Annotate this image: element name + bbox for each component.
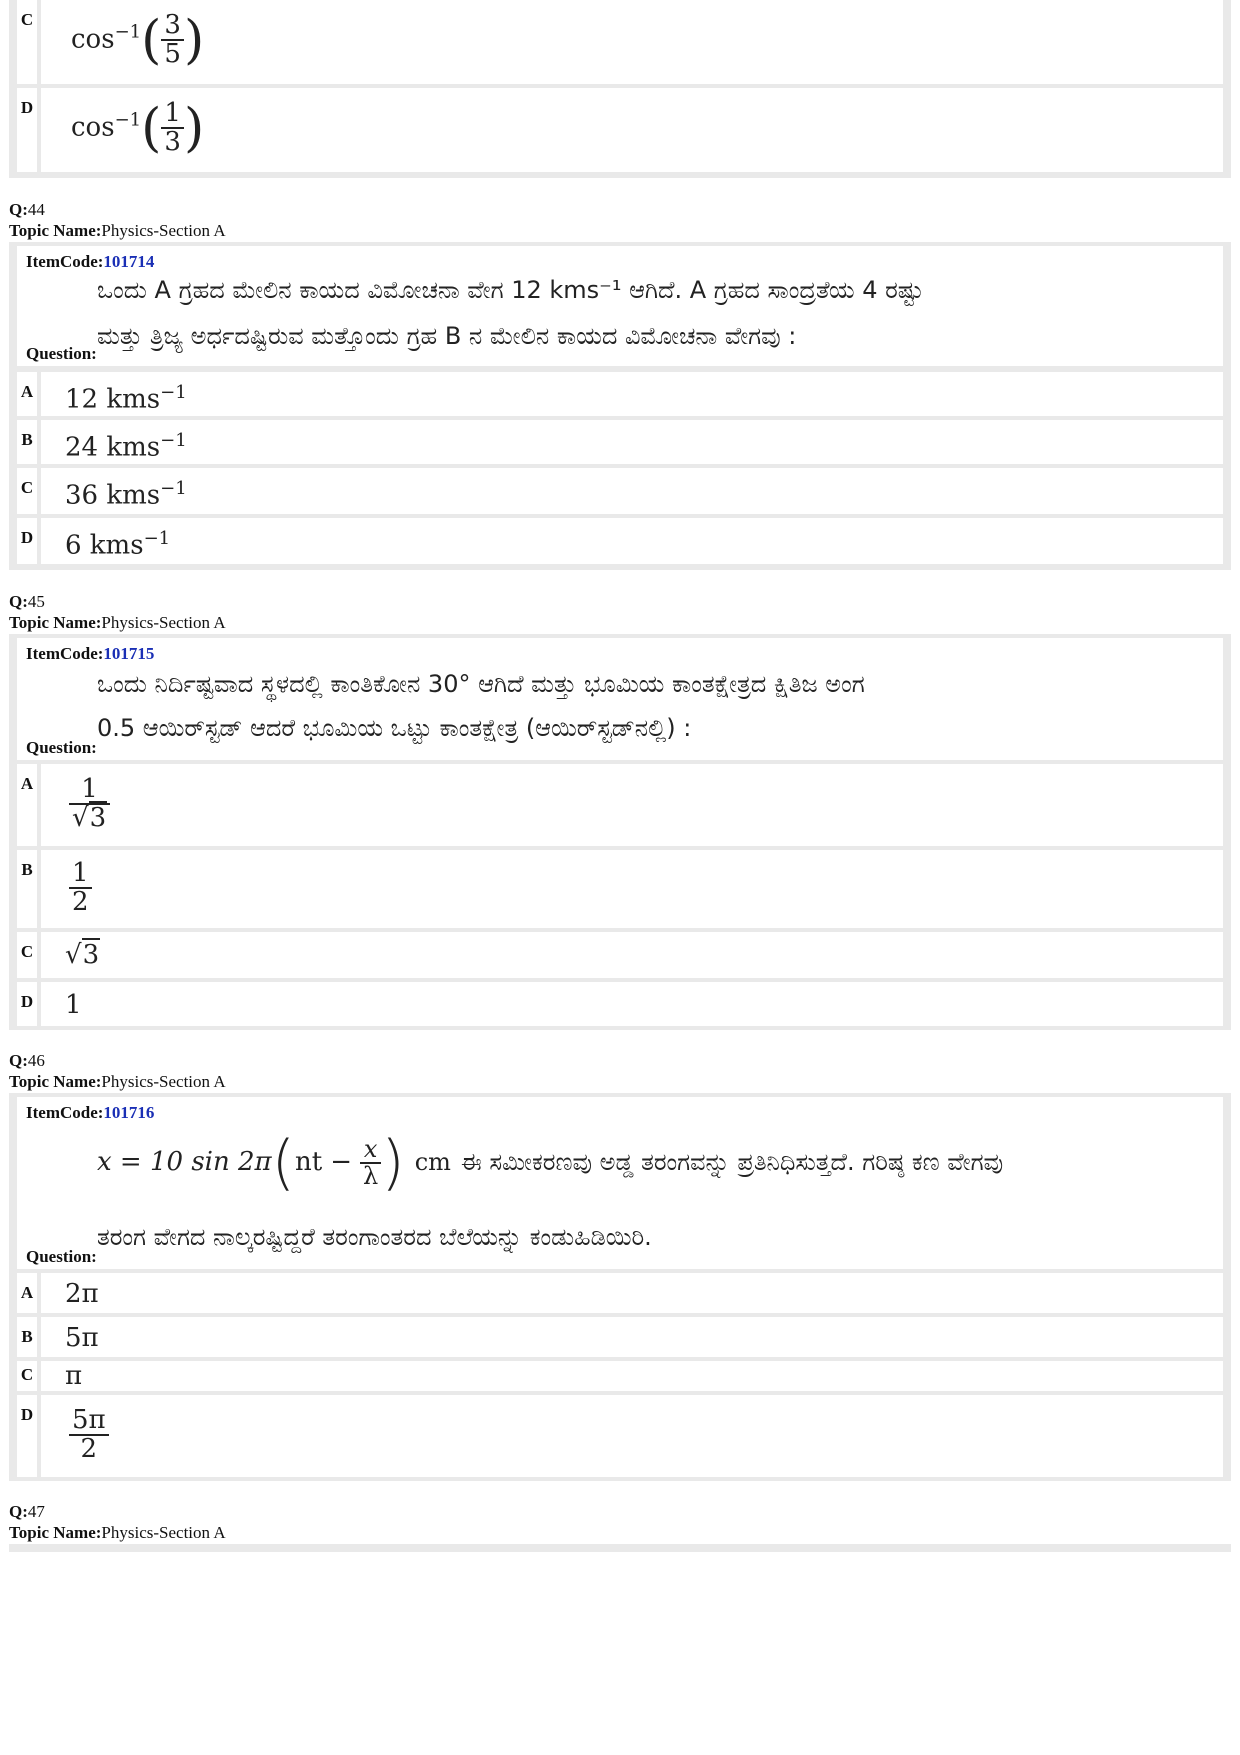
option-row[interactable] — [17, 518, 1223, 564]
option-row[interactable] — [17, 1273, 1223, 1313]
question-body — [17, 638, 1223, 760]
question-body — [17, 1097, 1223, 1269]
question-text-line: 0.5 ಆಯಿರ್‌ಸ್ಟಡ್ ಆದರೆ ಭೂಮಿಯ ಒಟ್ಟು ಕಾಂತಕ್ಷೇತ್ರ (ಆಯಿರ್‌ಸ್ಟಡ್‌ನಲ್ಲಿ) : — [97, 714, 692, 742]
topic-name: Topic Name:Physics-Section A — [9, 613, 226, 632]
option-value: 2π — [65, 1279, 99, 1309]
option-value: 1 — [65, 990, 82, 1020]
option-math: $\cos^{-1}$( $\frac{1}{3}$ ) — [71, 98, 205, 159]
option-letter: B — [17, 850, 41, 928]
option-value: 24 kms$^{-1}$ — [65, 430, 187, 463]
question-panel-47 — [9, 1544, 1231, 1552]
option-row[interactable] — [17, 1395, 1223, 1477]
item-code: ItemCode:101716 — [26, 1103, 155, 1122]
option-letter: A — [17, 764, 41, 846]
option-math: $\cos^{-1}$( $\frac{3}{5}$ ) — [71, 10, 205, 71]
question-text-line: ಒಂದು A ಗ್ರಹದ ಮೇಲಿನ ಕಾಯದ ವಿಮೋಚನಾ ವೇಗ 12 kms⁻¹ ಆಗಿದೆ. A ಗ್ರಹದ ಸಾಂದ್ರತೆಯ 4 ರಷ್ಟು — [97, 276, 924, 304]
option-row[interactable] — [17, 420, 1223, 464]
question-body — [17, 246, 1223, 366]
option-letter: D — [17, 982, 41, 1026]
option-row[interactable] — [17, 850, 1223, 928]
option-letter: C — [17, 0, 41, 84]
option-value: 12 kms$^{-1}$ — [65, 382, 187, 415]
option-letter: D — [17, 518, 41, 564]
question-panel-46 — [9, 1093, 1231, 1481]
topic-name: Topic Name:Physics-Section A — [9, 1072, 226, 1091]
option-letter: B — [17, 420, 41, 464]
question-panel-44 — [9, 242, 1231, 570]
question-number: Q:45 — [9, 592, 45, 611]
option-row[interactable] — [17, 372, 1223, 416]
question-number: Q:46 — [9, 1051, 45, 1070]
option-math: $\frac{1}{√3}$ — [57, 764, 1223, 846]
option-letter: A — [17, 372, 41, 416]
option-row[interactable] — [17, 468, 1223, 514]
option-letter: B — [17, 1317, 41, 1357]
question-label: Question: — [26, 344, 97, 363]
question-number: Q:47 — [9, 1502, 45, 1521]
question-text-line: ತರಂಗ ವೇಗದ ನಾಲ್ಕರಷ್ಟಿದ್ದರೆ ತರಂಗಾಂತರದ ಬೆಲೆಯನ್ನು ಕಂಡುಹಿಡಿಯಿರಿ. — [97, 1223, 652, 1251]
option-letter: A — [17, 1273, 41, 1313]
option-letter: C — [17, 932, 41, 978]
prev-question-options-panel — [9, 0, 1231, 178]
topic-name: Topic Name:Physics-Section A — [9, 221, 226, 240]
option-value: 5π — [65, 1323, 99, 1353]
question-number: Q:44 — [9, 200, 45, 219]
option-value: 6 kms$^{-1}$ — [65, 528, 171, 561]
option-math: √3 — [65, 940, 100, 970]
option-row[interactable] — [17, 764, 1223, 846]
question-text-line: ಮತ್ತು ತ್ರಿಜ್ಯ ಅರ್ಧದಷ್ಟಿರುವ ಮತ್ತೊಂದು ಗ್ರಹ B ನ ಮೇಲಿನ ಕಾಯದ ವಿಮೋಚನಾ ವೇಗವು : — [97, 322, 797, 350]
option-letter: D — [17, 1395, 41, 1477]
option-math: $\frac{1}{2}$ — [57, 850, 1223, 928]
question-text-line: ಒಂದು ನಿರ್ದಿಷ್ಟವಾದ ಸ್ಥಳದಲ್ಲಿ ಕಾಂತಿಕೋನ 30° ಆಗಿದೆ ಮತ್ತು ಭೂಮಿಯ ಕಾಂತಕ್ಷೇತ್ರದ ಕ್ಷಿತಿಜ ಅಂಗ — [97, 670, 865, 698]
option-row[interactable] — [17, 1361, 1223, 1391]
question-equation-line: x = 10 sin 2π(nt − $\frac{x}{\lambda}$ ) cm ಈ ಸಮೀಕರಣವು ಅಡ್ಡ ತರಂಗವನ್ನು ಪ್ರತಿನಿಧಿಸುತ್ತದೆ. ಗರಿಷ್ಠ ಕಣ ವೇಗವು — [97, 1128, 1004, 1198]
option-row[interactable] — [17, 88, 1223, 172]
item-code: ItemCode:101714 — [26, 252, 155, 271]
option-math: $\frac{5\pi}{2}$ — [57, 1395, 1223, 1477]
option-letter: C — [17, 1361, 41, 1391]
option-letter: C — [17, 468, 41, 514]
question-label: Question: — [26, 738, 97, 757]
option-row[interactable] — [17, 1317, 1223, 1357]
question-panel-45 — [9, 634, 1231, 1030]
option-row[interactable] — [17, 0, 1223, 84]
option-row[interactable] — [17, 932, 1223, 978]
equation-lhs: x = 10 sin 2π — [97, 1147, 272, 1177]
option-value: 36 kms$^{-1}$ — [65, 478, 187, 511]
question-label: Question: — [26, 1247, 97, 1266]
option-letter: D — [17, 88, 41, 172]
option-value: π — [65, 1361, 83, 1391]
option-row[interactable] — [17, 982, 1223, 1026]
topic-name: Topic Name:Physics-Section A — [9, 1523, 226, 1542]
item-code: ItemCode:101715 — [26, 644, 155, 663]
